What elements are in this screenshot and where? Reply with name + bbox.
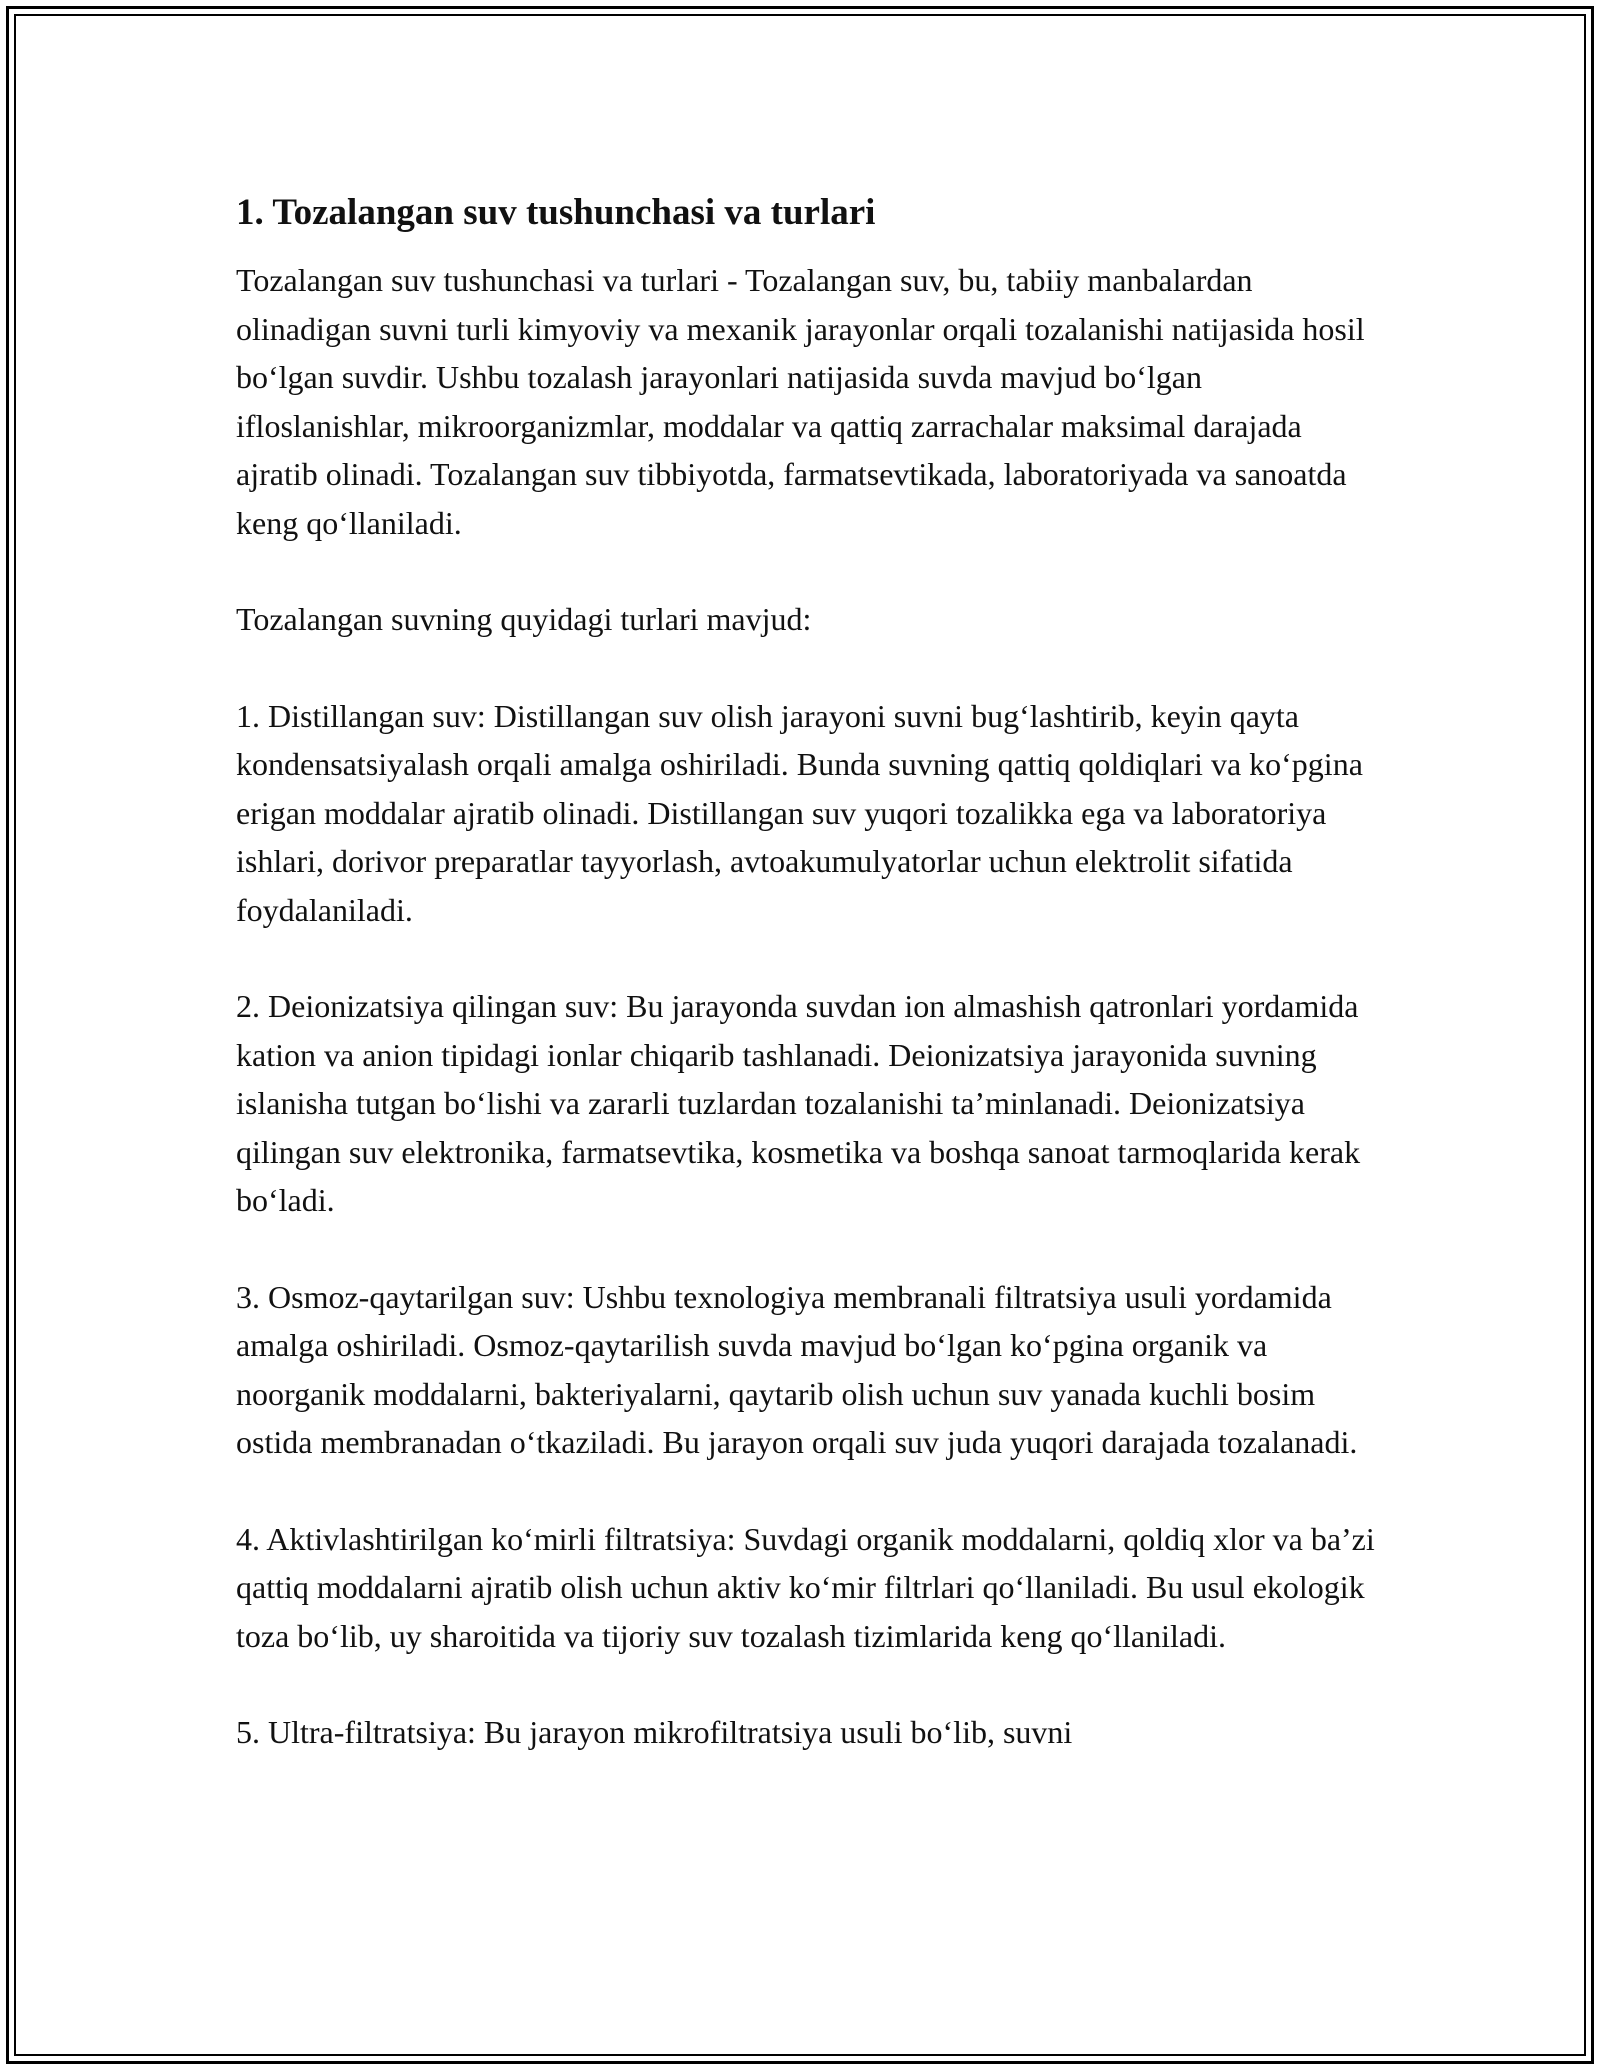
paragraph-ultra-filtration: 5. Ultra-filtratsiya: Bu jarayon mikrofiltratsiya usuli bo‘lib, suvni xyxy=(236,1714,1073,1750)
paragraph-activated-carbon-filtration: 4. Aktivlashtirilgan ko‘mirli filtratsiya: Suvdagi organik moddalarni, qoldiq xlor va ba’zi qattiq moddalarni ajratib olish uchun aktiv ko‘mir filtrlari qo‘llaniladi. Bu usul ekologik toza bo‘lib, uy sharoitida va tijoriy suv tozalash tizimlarida keng qo‘llaniladi. xyxy=(236,1520,1375,1654)
paragraph-intro: Tozalangan suv tushunchasi va turlari - Tozalangan suv, bu, tabiiy manbalardan olinadigan suvni turli kimyoviy va mexanik jarayonlar orqali tozalanishi natijasida hosil bo‘lgan suvdir. Ushbu tozalash jarayonlari natijasida suvda mavjud bo‘lgan ifloslanishlar, mikroorganizmlar, moddalar va qattiq zarrachalar maksimal darajada ajratib olinadi. Tozalangan suv tibbiyotda, farmatsevtikada, laboratoriyada va sanoatda keng qo‘llaniladi. xyxy=(236,262,1365,541)
paragraph-deionized-water: 2. Deionizatsiya qilingan suv: Bu jarayonda suvdan ion almashish qatronlari yordamida kation va anion tipidagi ionlar chiqarib tashlanadi. Deionizatsiya jarayonida suvning islanisha tutgan bo‘lishi va zararli tuzlardan tozalanishi ta’minlanadi. Deionizatsiya qilingan suv elektronika, farmatsevtika, kosmetika va boshqa sanoat tarmoqlarida kerak bo‘ladi. xyxy=(236,988,1361,1218)
paragraph-distilled-water: 1. Distillangan suv: Distillangan suv olish jarayoni suvni bug‘lashtirib, keyin qayta kondensatsiyalash orqali amalga oshiriladi. Bunda suvning qattiq qoldiqlari va ko‘pgina erigan moddalar ajratib olinadi. Distillangan suv yuqori tozalikka ega va laboratoriya ishlari, dorivor preparatlar tayyorlash, avtoakumulyatorlar uchun elektrolit sifatida foydalaniladi. xyxy=(236,697,1363,928)
paragraph-reverse-osmosis-water: 3. Osmoz-qaytarilgan suv: Ushbu texnologiya membranali filtratsiya usuli yordamida amalga oshiriladi. Osmoz-qaytarilish suvda mavjud bo‘lgan ko‘pgina organik va noorganik moddalarni, bakteriyalarni, qaytarib olish uchun suv yanada kuchli bosim ostida membranadan o‘tkaziladi. Bu jarayon orqali suv juda yuqori darajada tozalanadi. xyxy=(236,1278,1358,1460)
document-body xyxy=(236,188,1376,1805)
document-title: 1. Tozalangan suv tushunchasi va turlari xyxy=(236,192,876,233)
paragraph-types-lead: Tozalangan suvning quyidagi turlari mavjud: xyxy=(236,601,812,637)
